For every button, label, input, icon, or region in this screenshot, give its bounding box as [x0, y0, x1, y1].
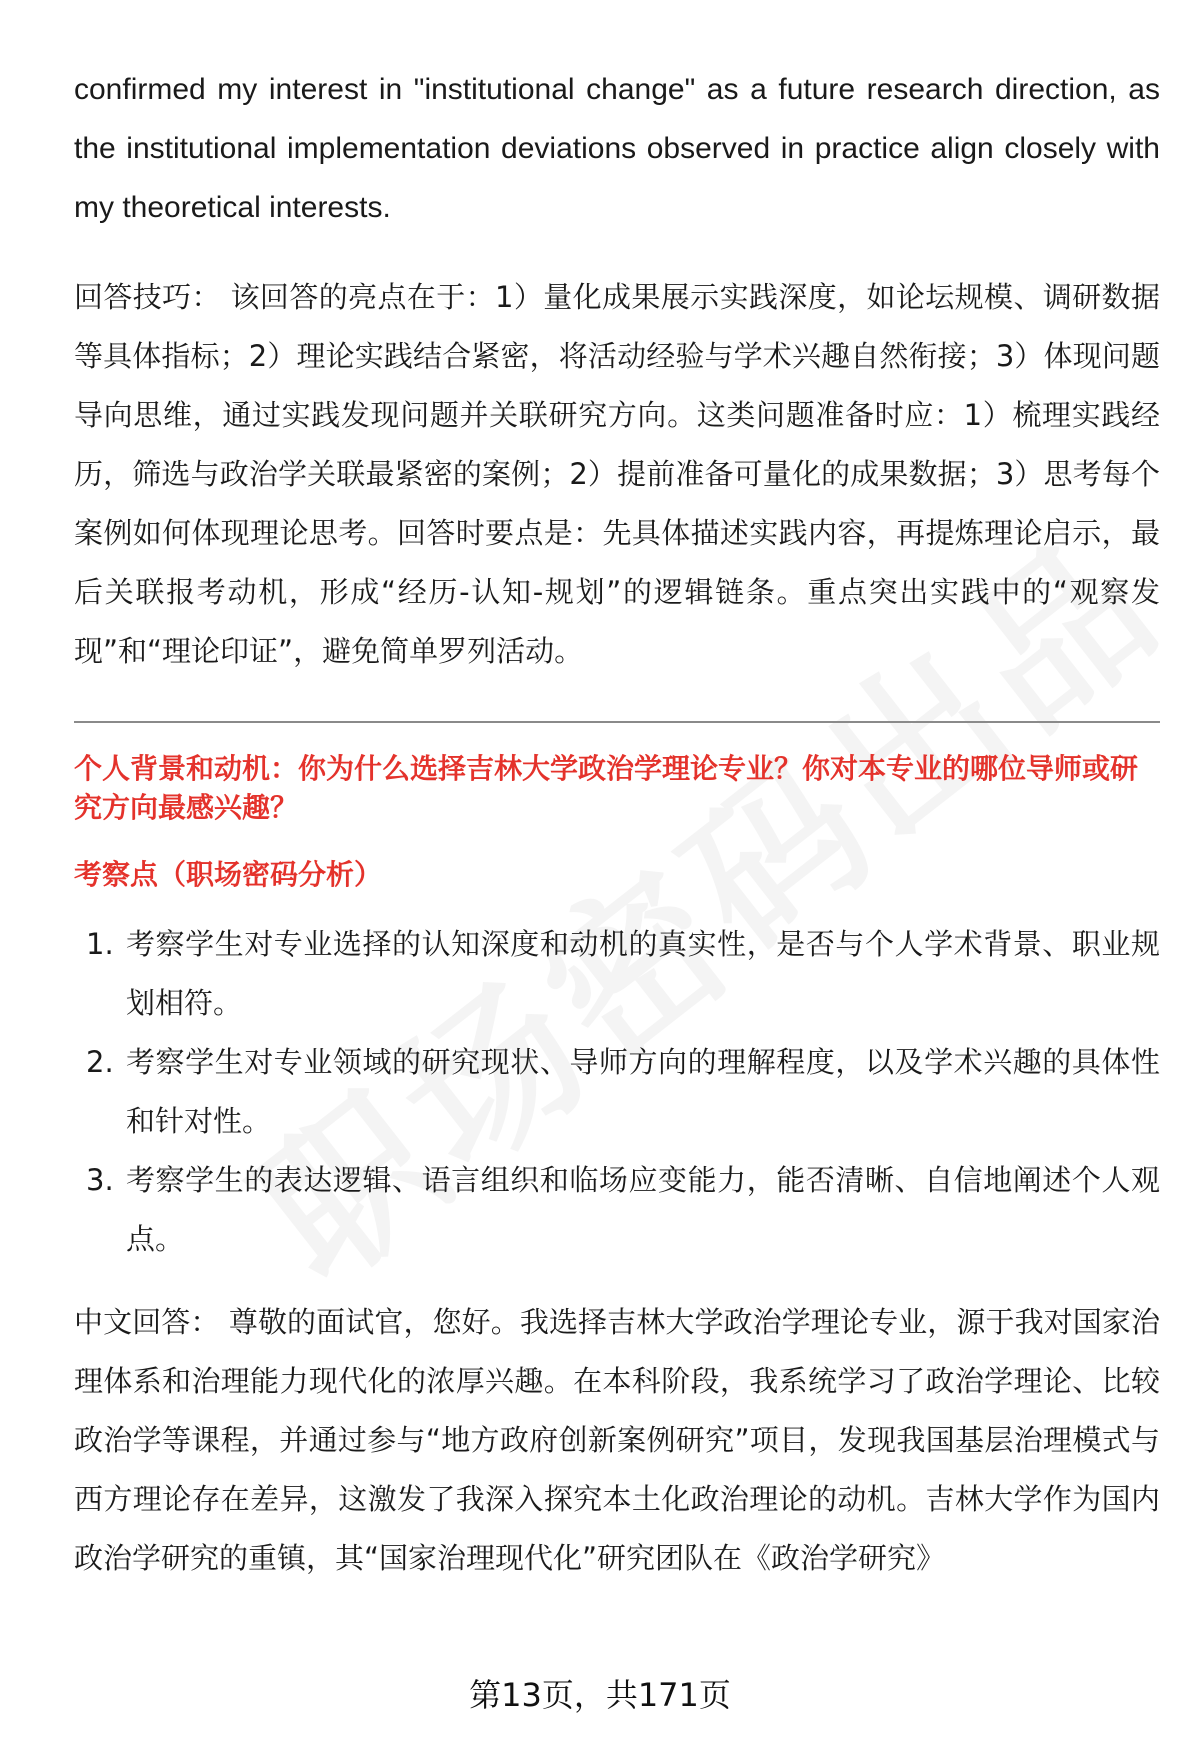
intro-paragraph: confirmed my interest in "institutional change" as a future research direction, as the institutional implementation deviations observed in practice align closely with my theoretical interests.	[74, 73, 1160, 224]
list-item-text: 考察学生的表达逻辑、语言组织和临场应变能力，能否清晰、自信地阐述个人观点。	[126, 1163, 1160, 1256]
list-item	[74, 915, 1160, 1033]
page-number-footer: 第13页，共171页	[469, 1676, 731, 1714]
tips-paragraph	[74, 268, 1160, 681]
assessment-title: 考察点（职场密码分析）	[74, 858, 383, 891]
tips-label: 回答技巧：	[74, 280, 221, 314]
list-item-number: 2.	[86, 1045, 114, 1079]
answer-paragraph	[74, 1293, 1160, 1588]
list-item	[74, 1033, 1160, 1151]
list-item-number: 1.	[86, 927, 114, 961]
assessment-list	[74, 915, 1160, 1269]
tips-text: 该回答的亮点在于：1）量化成果展示实践深度，如论坛规模、调研数据等具体指标；2）理论实践结合紧密，将活动经验与学术兴趣自然衔接；3）体现问题导向思维，通过实践发现问题并关联研究方向。这类问题准备时应：1）梳理实践经历，筛选与政治学关联最紧密的案例；2）提前准备可量化的成果数据；3）思考每个案例如何体现理论思考。回答时要点是：先具体描述实践内容，再提炼理论启示，最后关联报考动机，形成“经历-认知-规划”的逻辑链条。重点突出实践中的“观察发现”和“理论印证”，避免简单罗列活动。	[74, 280, 1160, 668]
list-item-text: 考察学生对专业选择的认知深度和动机的真实性，是否与个人学术背景、职业规划相符。	[126, 927, 1160, 1020]
answer-text: 尊敬的面试官，您好。我选择吉林大学政治学理论专业，源于我对国家治理体系和治理能力现代化的浓厚兴趣。在本科阶段，我系统学习了政治学理论、比较政治学等课程，并通过参与“地方政府创新案例研究”项目，发现我国基层治理模式与西方理论存在差异，这激发了我深入探究本土化政治理论的动机。吉林大学作为国内政治学研究的重镇，其“国家治理现代化”研究团队在《政治学研究》	[74, 1305, 1160, 1575]
list-item	[74, 1151, 1160, 1269]
list-item-text: 考察学生对专业领域的研究现状、导师方向的理解程度，以及学术兴趣的具体性和针对性。	[126, 1045, 1160, 1138]
list-item-number: 3.	[86, 1163, 114, 1197]
answer-label: 中文回答：	[74, 1305, 220, 1339]
section-divider	[74, 721, 1160, 723]
document-page	[74, 60, 1160, 1588]
question-heading: 个人背景和动机：你为什么选择吉林大学政治学理论专业？你对本专业的哪位导师或研究方向最感兴趣？	[74, 752, 1139, 824]
